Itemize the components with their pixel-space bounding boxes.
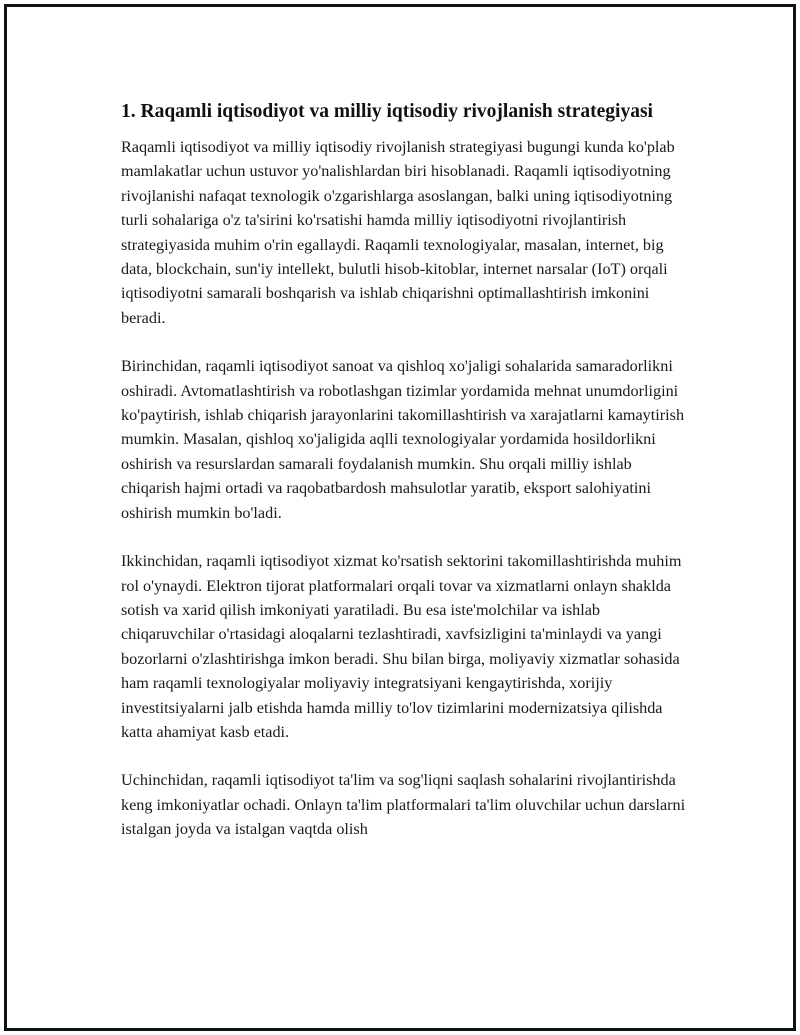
paragraph-intro: Raqamli iqtisodiyot va milliy iqtisodiy rivojlanish strategiyasi bugungi kunda ko'plab mamlakatlar uchun ustuvor yo'nalishlardan biri hisoblanadi. Raqamli iqtisodiyotning rivojlanishi nafaqat texnologik o'zgarishlarga asoslangan, balki uning iqtisodiyotning turli sohalariga o'z ta'sirini ko'rsatishi hamda milliy iqtisodiyotni rivojlantirish strategiyasida muhim o'rin egallaydi. Raqamli texnologiyalar, masalan, internet, big data, blockchain, sun'iy intellekt, bulutli hisob-kitoblar, internet narsalar (IoT) orqali iqtisodiyotni samarali boshqarish va ishlab chiqarishni optimallashtirish imkonini beradi. <box>121 138 675 327</box>
paragraph-second: Ikkinchidan, raqamli iqtisodiyot xizmat ko'rsatish sektorini takomillashtirishda muhim rol o'ynaydi. Elektron tijorat platformalari orqali tovar va xizmatlarni onlayn shaklda sotish va xarid qilish imkoniyati yaratiladi. Bu esa iste'molchilar va ishlab chiqaruvchilar o'rtasidagi aloqalarni tezlashtiradi, xavfsizligini ta'minlaydi va yangi bozorlarni o'zlashtirishga imkon beradi. Shu bilan birga, moliyaviy xizmatlar sohasida ham raqamli texnologiyalar moliyaviy integratsiyani kengaytirishda, xorijiy investitsiyalarni jalb etishda hamda milliy to'lov tizimlarini modernizatsiya qilishda katta ahamiyat kasb etadi. <box>121 552 682 741</box>
paragraph-first: Birinchidan, raqamli iqtisodiyot sanoat va qishloq xo'jaligi sohalarida samaradorlikni oshiradi. Avtomatlashtirish va robotlashgan tizimlar yordamida mehnat unumdorligini ko'paytirish, ishlab chiqarish jarayonlarini takomillashtirish va xarajatlarni kamaytirish mumkin. Masalan, qishloq xo'jaligida aqlli texnologiyalar yordamida hosildorlikni oshirish va resurslardan samarali foydalanish mumkin. Shu orqali milliy ishlab chiqarish hajmi ortadi va raqobatbardosh mahsulotlar yaratib, eksport salohiyatini oshirish mumkin bo'ladi. <box>121 357 685 522</box>
document-page <box>4 4 796 1031</box>
page-content <box>121 98 691 866</box>
section-heading: 1. Raqamli iqtisodiyot va milliy iqtisodiy rivojlanish strategiyasi <box>121 101 653 122</box>
paragraph-third: Uchinchidan, raqamli iqtisodiyot ta'lim va sog'liqni saqlash sohalarini rivojlantirishda keng imkoniyatlar ochadi. Onlayn ta'lim platformalari ta'lim oluvchilar uchun darslarni istalgan joyda va istalgan vaqtda olish <box>121 771 686 839</box>
